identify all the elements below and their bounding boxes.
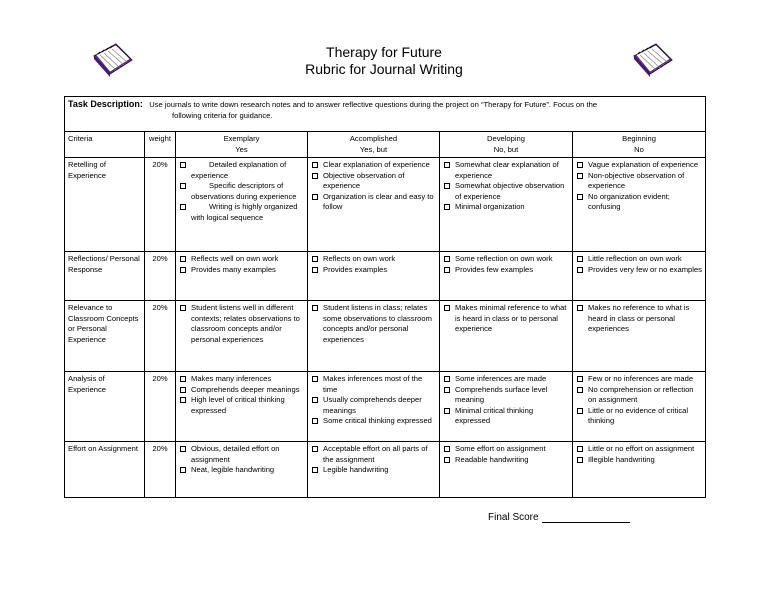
beginning-cell bbox=[573, 158, 706, 252]
criteria-item-text: Legible handwriting bbox=[323, 465, 389, 474]
task-text-line2: following criteria for guidance. bbox=[172, 110, 273, 120]
checkbox-icon[interactable] bbox=[577, 387, 583, 393]
checkbox-icon[interactable] bbox=[444, 256, 450, 262]
checkbox-icon[interactable] bbox=[180, 204, 186, 210]
criteria-item bbox=[443, 374, 569, 385]
task-text-line1: Use journals to write down research notes and to answer reflective questions during the project on “Therapy for Future”. Focus on the bbox=[149, 100, 598, 109]
criterion-cell: Analysis of Experience bbox=[65, 372, 145, 442]
header-exemplary-label: Exemplary bbox=[223, 134, 260, 143]
checkbox-icon[interactable] bbox=[312, 376, 318, 382]
criteria-item-text: Organization is clear and easy to follow bbox=[323, 191, 434, 211]
criteria-item-text: No comprehension or reflection on assignment bbox=[588, 384, 694, 404]
criteria-item-text: Some reflection on own work bbox=[455, 254, 553, 263]
rubric-row bbox=[65, 301, 706, 372]
header-row bbox=[65, 132, 706, 158]
criteria-item bbox=[311, 254, 436, 265]
checkbox-icon[interactable] bbox=[577, 256, 583, 262]
criteria-item bbox=[311, 171, 436, 192]
title-block bbox=[0, 44, 768, 78]
beginning-cell bbox=[573, 252, 706, 301]
task-label: Task Description: bbox=[68, 99, 143, 109]
criteria-item bbox=[576, 455, 702, 466]
checkbox-icon[interactable] bbox=[180, 305, 186, 311]
criteria-item-text: Non-objective observation of experience bbox=[588, 170, 685, 190]
checkbox-icon[interactable] bbox=[577, 194, 583, 200]
criteria-item bbox=[311, 303, 436, 345]
checkbox-icon[interactable] bbox=[444, 387, 450, 393]
criteria-item bbox=[576, 254, 702, 265]
criteria-item bbox=[179, 202, 304, 223]
header-weight: weight bbox=[145, 132, 176, 158]
developing-cell bbox=[440, 301, 573, 372]
checkbox-icon[interactable] bbox=[180, 376, 186, 382]
checkbox-icon[interactable] bbox=[312, 418, 318, 424]
criteria-item-text: Makes many inferences bbox=[191, 374, 272, 383]
checkbox-icon[interactable] bbox=[577, 305, 583, 311]
criteria-item-text: Student listens in class; relates some observations to classroom concepts and/or personal experiences bbox=[323, 303, 432, 344]
criteria-item-text: Minimal organization bbox=[455, 202, 525, 211]
beginning-cell bbox=[573, 442, 706, 498]
developing-cell bbox=[440, 372, 573, 442]
criteria-item-text: Comprehends deeper meanings bbox=[191, 384, 300, 394]
criteria-item-text: Somewhat clear explanation of experience bbox=[455, 160, 559, 180]
checkbox-icon[interactable] bbox=[577, 446, 583, 452]
checkbox-icon[interactable] bbox=[444, 183, 450, 189]
header-developing bbox=[440, 132, 573, 158]
header-exemplary bbox=[176, 132, 308, 158]
criteria-item-text: Little or no evidence of critical thinking bbox=[588, 405, 689, 425]
criteria-item bbox=[443, 181, 569, 202]
developing-cell bbox=[440, 442, 573, 498]
criteria-item-text: High level of critical thinking expressed bbox=[191, 395, 285, 415]
header-accomplished-sub: Yes, but bbox=[359, 144, 388, 154]
weight-cell: 20% bbox=[145, 301, 176, 372]
criteria-item-text: Makes inferences most of the time bbox=[323, 374, 423, 394]
criteria-item bbox=[576, 265, 702, 276]
checkbox-icon[interactable] bbox=[312, 194, 318, 200]
checkbox-icon[interactable] bbox=[444, 408, 450, 414]
criteria-item bbox=[443, 303, 569, 335]
checkbox-icon[interactable] bbox=[312, 256, 318, 262]
criteria-item-text: Reflects on own work bbox=[323, 254, 396, 263]
criteria-item-text: Some critical thinking expressed bbox=[323, 416, 432, 425]
exemplary-cell bbox=[176, 252, 308, 301]
criteria-item-text: Clear explanation of experience bbox=[323, 160, 430, 169]
checkbox-icon[interactable] bbox=[577, 162, 583, 168]
header-developing-label: Developing bbox=[487, 134, 525, 143]
criteria-item-text: Somewhat objective observation of experience bbox=[455, 181, 565, 201]
task-row bbox=[65, 97, 706, 132]
criteria-item bbox=[179, 303, 304, 345]
checkbox-icon[interactable] bbox=[444, 446, 450, 452]
checkbox-icon[interactable] bbox=[180, 162, 186, 168]
criteria-item bbox=[179, 265, 304, 276]
criteria-item bbox=[179, 160, 304, 181]
checkbox-icon[interactable] bbox=[444, 162, 450, 168]
criteria-item bbox=[576, 303, 702, 335]
page-title: Therapy for Future bbox=[326, 44, 442, 60]
checkbox-icon[interactable] bbox=[444, 204, 450, 210]
beginning-cell bbox=[573, 372, 706, 442]
criteria-item-text: Writing is highly organized with logical sequence bbox=[191, 202, 298, 222]
accomplished-cell bbox=[308, 158, 440, 252]
criteria-item bbox=[311, 160, 436, 171]
criteria-item bbox=[311, 192, 436, 213]
criteria-item bbox=[179, 385, 304, 396]
checkbox-icon[interactable] bbox=[180, 183, 186, 189]
accomplished-cell bbox=[308, 372, 440, 442]
criteria-item-text: Minimal critical thinking expressed bbox=[455, 405, 534, 425]
checkbox-icon[interactable] bbox=[180, 397, 186, 403]
criterion-cell: Retelling of Experience bbox=[65, 158, 145, 252]
criteria-item bbox=[179, 254, 304, 265]
criteria-item bbox=[443, 444, 569, 455]
exemplary-cell bbox=[176, 301, 308, 372]
task-description bbox=[65, 97, 706, 132]
criterion-cell: Relevance to Classroom Concepts or Personal Experience bbox=[65, 301, 145, 372]
beginning-cell bbox=[573, 301, 706, 372]
checkbox-icon[interactable] bbox=[577, 173, 583, 179]
criteria-item bbox=[443, 406, 569, 427]
header-exemplary-sub: Yes bbox=[235, 144, 248, 154]
header-accomplished-label: Accomplished bbox=[349, 134, 398, 143]
criterion-cell: Effort on Assignment bbox=[65, 442, 145, 498]
developing-cell bbox=[440, 252, 573, 301]
checkbox-icon[interactable] bbox=[180, 387, 186, 393]
criterion-cell: Reflections/ Personal Response bbox=[65, 252, 145, 301]
final-score-line bbox=[542, 522, 630, 523]
criteria-item bbox=[443, 160, 569, 181]
checkbox-icon[interactable] bbox=[444, 376, 450, 382]
header-beginning bbox=[573, 132, 706, 158]
criteria-item-text: Illegible handwriting bbox=[588, 454, 655, 464]
criteria-item bbox=[443, 455, 569, 466]
criteria-item-text: Acceptable effort on all parts of the assignment bbox=[323, 444, 428, 464]
exemplary-cell bbox=[176, 442, 308, 498]
rubric-row bbox=[65, 158, 706, 252]
checkbox-icon[interactable] bbox=[577, 457, 583, 463]
criteria-item bbox=[576, 171, 702, 192]
checkbox-icon[interactable] bbox=[444, 267, 450, 273]
criteria-item-text: Some effort on assignment bbox=[455, 444, 546, 453]
checkbox-icon[interactable] bbox=[444, 305, 450, 311]
rubric-row bbox=[65, 372, 706, 442]
criteria-item bbox=[576, 192, 702, 213]
header-beginning-label: Beginning bbox=[622, 134, 656, 143]
criteria-item bbox=[179, 374, 304, 385]
criteria-item bbox=[179, 465, 304, 476]
criteria-item bbox=[311, 265, 436, 276]
accomplished-cell bbox=[308, 252, 440, 301]
header-criteria: Criteria bbox=[65, 132, 145, 158]
page-subtitle: Rubric for Journal Writing bbox=[305, 61, 463, 77]
weight-cell: 20% bbox=[145, 158, 176, 252]
header-beginning-sub: No bbox=[634, 144, 644, 154]
checkbox-icon[interactable] bbox=[577, 267, 583, 273]
checkbox-icon[interactable] bbox=[444, 457, 450, 463]
checkbox-icon[interactable] bbox=[180, 467, 186, 473]
criteria-item bbox=[179, 444, 304, 465]
criteria-item bbox=[311, 374, 436, 395]
criteria-item-text: Makes no reference to what is heard in class or personal experiences bbox=[588, 303, 690, 333]
criteria-item-text: Objective observation of experience bbox=[323, 170, 405, 190]
accomplished-cell bbox=[308, 442, 440, 498]
checkbox-icon[interactable] bbox=[312, 173, 318, 179]
checkbox-icon[interactable] bbox=[180, 256, 186, 262]
criteria-item-text: Reflects well on own work bbox=[191, 254, 279, 263]
criteria-item-text: Neat, legible handwriting bbox=[191, 465, 275, 474]
criteria-item-text: Provides very few or no examples bbox=[588, 264, 702, 274]
criteria-item-text: Usually comprehends deeper meanings bbox=[323, 395, 422, 415]
checkbox-icon[interactable] bbox=[312, 446, 318, 452]
criteria-item bbox=[443, 385, 569, 406]
criteria-item bbox=[311, 395, 436, 416]
criteria-item-text: Specific descriptors of observations during experience bbox=[191, 181, 297, 201]
criteria-item-text: Vague explanation of experience bbox=[588, 160, 699, 169]
criteria-item-text: Detailed explanation of experience bbox=[191, 160, 287, 180]
criteria-item bbox=[311, 416, 436, 427]
criteria-item bbox=[576, 406, 702, 427]
criteria-item-text: Provides examples bbox=[323, 264, 388, 274]
criteria-item bbox=[443, 265, 569, 276]
criteria-item bbox=[443, 202, 569, 213]
exemplary-cell bbox=[176, 372, 308, 442]
weight-cell: 20% bbox=[145, 442, 176, 498]
checkbox-icon[interactable] bbox=[312, 467, 318, 473]
criteria-item-text: No organization evident; confusing bbox=[588, 191, 670, 211]
criteria-item-text: Makes minimal reference to what is heard in class or to personal experience bbox=[455, 303, 567, 333]
criteria-item-text: Provides many examples bbox=[191, 264, 276, 274]
rubric-row bbox=[65, 442, 706, 498]
criteria-item bbox=[443, 254, 569, 265]
criteria-item-text: Comprehends surface level meaning bbox=[455, 384, 548, 404]
checkbox-icon[interactable] bbox=[312, 267, 318, 273]
header-developing-sub: No, but bbox=[493, 144, 519, 154]
criteria-item-text: Obvious, detailed effort on assignment bbox=[191, 444, 280, 464]
checkbox-icon[interactable] bbox=[180, 267, 186, 273]
checkbox-icon[interactable] bbox=[312, 162, 318, 168]
exemplary-cell bbox=[176, 158, 308, 252]
checkbox-icon[interactable] bbox=[180, 446, 186, 452]
criteria-item bbox=[179, 395, 304, 416]
criteria-item-text: Student listens well in different contexts; relates observations to classroom concepts and/or personal experiences bbox=[191, 303, 300, 344]
criteria-item-text: Little reflection on own work bbox=[588, 254, 682, 263]
criteria-item-text: Some inferences are made bbox=[455, 374, 547, 383]
criteria-item-text: Few or no inferences are made bbox=[588, 374, 694, 383]
criteria-item-text: Provides few examples bbox=[455, 264, 534, 274]
checkbox-icon[interactable] bbox=[312, 397, 318, 403]
criteria-item bbox=[576, 160, 702, 171]
criteria-item bbox=[311, 465, 436, 476]
checkbox-icon[interactable] bbox=[312, 305, 318, 311]
rubric-table bbox=[64, 96, 706, 498]
accomplished-cell bbox=[308, 301, 440, 372]
weight-cell: 20% bbox=[145, 252, 176, 301]
criteria-item-text: Readable handwriting bbox=[455, 454, 529, 464]
criteria-item-text: Little or no effort on assignment bbox=[588, 444, 695, 453]
final-score-label: Final Score bbox=[488, 512, 539, 523]
criteria-item bbox=[311, 444, 436, 465]
rubric-row bbox=[65, 252, 706, 301]
criteria-item bbox=[179, 181, 304, 202]
criteria-item bbox=[576, 444, 702, 455]
criteria-item bbox=[576, 374, 702, 385]
criteria-item bbox=[576, 385, 702, 406]
checkbox-icon[interactable] bbox=[577, 408, 583, 414]
developing-cell bbox=[440, 158, 573, 252]
weight-cell: 20% bbox=[145, 372, 176, 442]
checkbox-icon[interactable] bbox=[577, 376, 583, 382]
header-accomplished bbox=[308, 132, 440, 158]
